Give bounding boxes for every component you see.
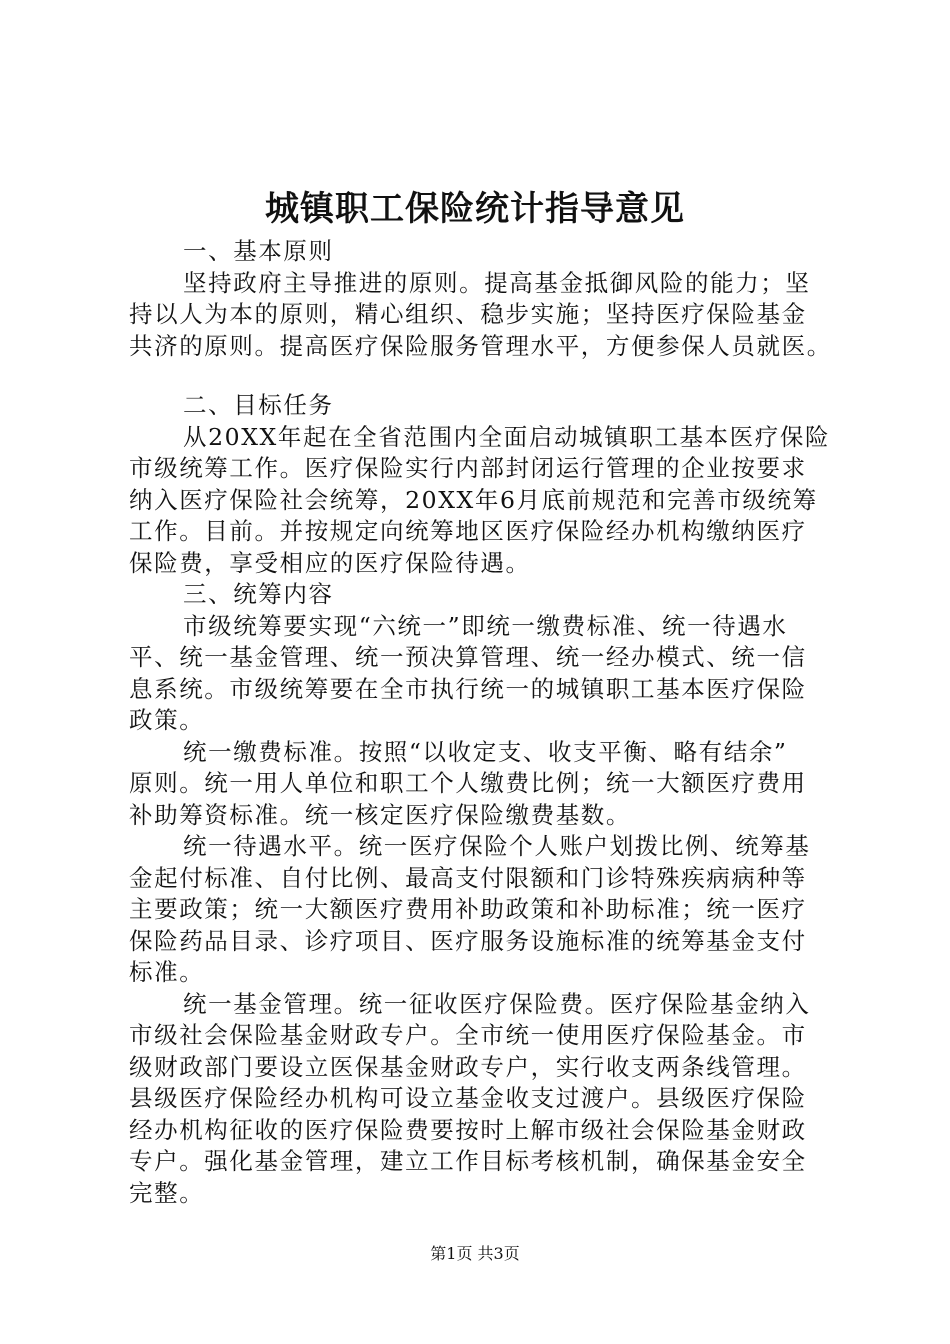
text-line: 补助筹资标准。统一核定医疗保险缴费基数。 (129, 800, 631, 829)
text-line: 原则。统一用人单位和职工个人缴费比例；统一大额医疗费用 (129, 769, 807, 797)
text-line: 保险费，享受相应的医疗保险待遇。 (129, 548, 531, 577)
text-line: 完整。 (129, 1178, 205, 1207)
text-line: 统一基金管理。统一征收医疗保险费。医疗保险基金纳入 (183, 989, 811, 1018)
text-line: 县级医疗保险经办机构可设立基金收支过渡户。县级医疗保险 (129, 1084, 807, 1112)
text-line: 共济的原则。提高医疗保险服务管理水平，方便参保人员就医。 (129, 331, 832, 360)
text-line: 工作。目前。并按规定向统筹地区医疗保险经办机构缴纳医疗 (129, 517, 807, 545)
text-line: 平、统一基金管理、统一预决算管理、统一经办模式、统一信 (129, 643, 807, 671)
text-line: 息系统。市级统筹要在全市执行统一的城镇职工基本医疗保险 (129, 674, 807, 703)
text-line: 市级社会保险基金财政专户。全市统一使用医疗保险基金。市 (129, 1021, 807, 1049)
text-line: 从20XX年起在全省范围内全面启动城镇职工基本医疗保险 (183, 422, 831, 451)
text-line: 市级统筹工作。医疗保险实行内部封闭运行管理的企业按要求 (129, 454, 807, 482)
text-line: 经办机构征收的医疗保险费要按时上解市级社会保险基金财政 (129, 1115, 807, 1144)
text-line: 市级统筹要实现“六统一”即统一缴费标准、统一待遇水 (183, 611, 788, 640)
text-line: 坚持政府主导推进的原则。提高基金抵御风险的能力；坚 (183, 268, 811, 297)
text-line: 专户。强化基金管理，建立工作目标考核机制，确保基金安全 (129, 1147, 807, 1175)
section-heading: 二、目标任务 (183, 391, 334, 419)
section-heading: 三、统筹内容 (183, 580, 334, 608)
page-number: 第1页 共3页 (430, 1244, 520, 1263)
text-line: 级财政部门要设立医保基金财政专户，实行收支两条线管理。 (129, 1052, 807, 1081)
text-line: 统一缴费标准。按照“以收定支、收支平衡、略有结余” (183, 737, 788, 766)
text-line: 纳入医疗保险社会统筹，20XX年6月底前规范和完善市级统筹 (129, 485, 818, 514)
text-line: 金起付标准、自付比例、最高支付限额和门诊特殊疾病病种等 (129, 863, 807, 892)
paragraph-gap (129, 362, 833, 390)
text-line: 保险药品目录、诊疗项目、医疗服务设施标准的统筹基金支付 (129, 926, 807, 955)
section-heading: 一、基本原则 (183, 237, 334, 265)
document-title: 城镇职工保险统计指导意见 (265, 189, 685, 229)
text-line: 主要政策；统一大额医疗费用补助政策和补助标准；统一医疗 (129, 895, 807, 923)
text-line: 统一待遇水平。统一医疗保险个人账户划拨比例、统筹基 (183, 832, 811, 860)
document-body (129, 236, 833, 1209)
text-line: 政策。 (129, 706, 205, 734)
text-line: 持以人为本的原则，精心组织、稳步实施；坚持医疗保险基金 (129, 300, 807, 328)
text-line: 标准。 (129, 958, 205, 986)
